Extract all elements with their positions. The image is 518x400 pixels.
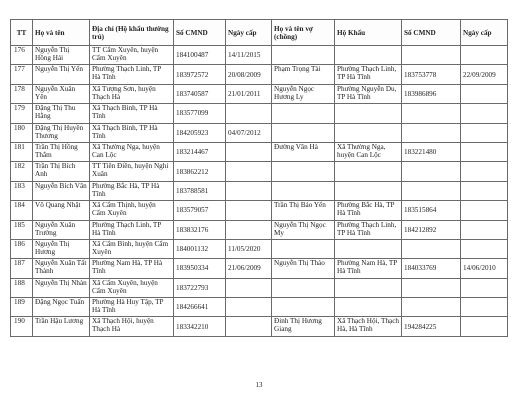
cell-spouse-cmnd <box>402 181 461 200</box>
cell-household: Xã Thường Nga, huyện Can Lộc <box>335 142 402 161</box>
cell-spouse-cmnd: 184033769 <box>402 259 461 278</box>
cell-household <box>335 162 402 181</box>
cell-issued-date: 14/11/2015 <box>226 46 272 65</box>
header-cmnd: Số CMND <box>174 20 226 46</box>
cell-household <box>335 123 402 142</box>
cell-issued-date <box>226 162 272 181</box>
cell-name: Nguyễn Xuân Trường <box>33 220 90 239</box>
cell-address: TT Cẩm Xuyên, huyện Cẩm Xuyên <box>90 46 174 65</box>
cell-spouse-cmnd <box>402 123 461 142</box>
cell-spouse <box>272 123 335 142</box>
cell-cmnd: 183862212 <box>174 162 226 181</box>
cell-address: Xã Cẩm Xuyên, huyện Cẩm Xuyên <box>90 278 174 297</box>
cell-cmnd: 183579057 <box>174 201 226 220</box>
cell-spouse: Trần Thị Bảo Yến <box>272 201 335 220</box>
cell-household: Phường Nguyễn Du, TP Hà Tĩnh <box>335 84 402 103</box>
cell-tt: 180 <box>11 123 33 142</box>
cell-address: Xã Thạch Bình, TP Hà Tĩnh <box>90 123 174 142</box>
cell-name: Trần Hậu Lương <box>33 317 90 336</box>
cell-tt: 187 <box>11 259 33 278</box>
cell-name: Nguyễn Xuân Tất Thành <box>33 259 90 278</box>
table-body <box>11 46 508 337</box>
cell-spouse: Nguyễn Thị Thảo <box>272 259 335 278</box>
cell-tt: 186 <box>11 239 33 258</box>
cell-household <box>335 104 402 123</box>
cell-tt: 179 <box>11 104 33 123</box>
cell-issued-date <box>226 201 272 220</box>
header-address: Địa chỉ (Hộ khẩu thường trú) <box>90 20 174 46</box>
cell-address: Xã Cẩm Bình, huyện Cẩm Xuyên <box>90 239 174 258</box>
cell-spouse <box>272 162 335 181</box>
page-number: 13 <box>255 381 263 389</box>
cell-spouse: Nguyễn Ngọc Hương Ly <box>272 84 335 103</box>
cell-spouse-issued-date <box>461 220 508 239</box>
cell-cmnd: 184205923 <box>174 123 226 142</box>
cell-spouse <box>272 46 335 65</box>
cell-tt: 184 <box>11 201 33 220</box>
cell-spouse-issued-date <box>461 201 508 220</box>
cell-spouse-cmnd <box>402 239 461 258</box>
cell-household: Phường Bắc Hà, TP Hà Tĩnh <box>335 201 402 220</box>
cell-address: Xã Thường Nga, huyện Can Lộc <box>90 142 174 161</box>
cell-spouse: Đinh Thị Hương Giang <box>272 317 335 336</box>
cell-household: Phường Thạch Linh, TP Hà Tĩnh <box>335 220 402 239</box>
cell-name: Võ Quang Nhật <box>33 201 90 220</box>
cell-household <box>335 181 402 200</box>
cell-cmnd: 183342210 <box>174 317 226 336</box>
beneficiary-table <box>10 19 508 337</box>
cell-spouse-issued-date: 22/09/2009 <box>461 65 508 84</box>
cell-issued-date <box>226 220 272 239</box>
cell-household: Phường Thạch Linh, TP Hà Tĩnh <box>335 65 402 84</box>
cell-spouse: Đường Văn Hà <box>272 142 335 161</box>
cell-spouse-cmnd <box>402 46 461 65</box>
cell-address: Xã Thạch Hội, huyện Thạch Hà <box>90 317 174 336</box>
cell-spouse-issued-date <box>461 181 508 200</box>
cell-spouse-cmnd: 183515864 <box>402 201 461 220</box>
table-row <box>11 104 508 123</box>
cell-spouse-issued-date <box>461 46 508 65</box>
cell-issued-date <box>226 142 272 161</box>
cell-spouse-issued-date <box>461 104 508 123</box>
cell-issued-date: 21/01/2011 <box>226 84 272 103</box>
cell-household <box>335 239 402 258</box>
cell-cmnd: 183950334 <box>174 259 226 278</box>
table-row <box>11 123 508 142</box>
table-row <box>11 181 508 200</box>
header-spouse: Họ và tên vợ (chồng) <box>272 20 335 46</box>
cell-spouse-issued-date <box>461 162 508 181</box>
cell-address: TT Tiên Điền, huyện Nghi Xuân <box>90 162 174 181</box>
cell-name: Nguyễn Thị Hồng Hải <box>33 46 90 65</box>
cell-issued-date <box>226 104 272 123</box>
cell-cmnd: 184001132 <box>174 239 226 258</box>
cell-spouse <box>272 278 335 297</box>
cell-address: Xã Tượng Sơn, huyện Thạch Hà <box>90 84 174 103</box>
cell-name: Nguyễn Xuân Yên <box>33 84 90 103</box>
table-row <box>11 220 508 239</box>
cell-spouse <box>272 239 335 258</box>
table-row <box>11 142 508 161</box>
cell-issued-date <box>226 317 272 336</box>
cell-cmnd: 183832176 <box>174 220 226 239</box>
cell-cmnd: 183972572 <box>174 65 226 84</box>
cell-tt: 183 <box>11 181 33 200</box>
cell-tt: 177 <box>11 65 33 84</box>
cell-tt: 178 <box>11 84 33 103</box>
cell-spouse-issued-date <box>461 142 508 161</box>
cell-name: Trần Thị Bích Anh <box>33 162 90 181</box>
cell-household <box>335 46 402 65</box>
table-row <box>11 239 508 258</box>
cell-name: Đặng Thị Thu Hằng <box>33 104 90 123</box>
cell-spouse-cmnd <box>402 162 461 181</box>
table-row <box>11 84 508 103</box>
cell-issued-date <box>226 278 272 297</box>
table-header-row <box>11 20 508 46</box>
table-row <box>11 317 508 336</box>
cell-spouse-cmnd <box>402 278 461 297</box>
cell-spouse <box>272 298 335 317</box>
cell-tt: 176 <box>11 46 33 65</box>
cell-address: Xã Thạch Bình, TP Hà Tĩnh <box>90 104 174 123</box>
cell-tt: 188 <box>11 278 33 297</box>
cell-spouse <box>272 104 335 123</box>
cell-household: Phường Nam Hà, TP Hà Tĩnh <box>335 259 402 278</box>
cell-cmnd: 183214467 <box>174 142 226 161</box>
cell-name: Nguyễn Thị Hương <box>33 239 90 258</box>
cell-address: Phường Hà Huy Tập, TP Hà Tĩnh <box>90 298 174 317</box>
table-row <box>11 201 508 220</box>
cell-tt: 189 <box>11 298 33 317</box>
cell-name: Nguyễn Thị Nhàn <box>33 278 90 297</box>
cell-name: Đặng Thị Huyền Thương <box>33 123 90 142</box>
cell-household <box>335 298 402 317</box>
cell-name: Nguyễn Thị Yến <box>33 65 90 84</box>
cell-issued-date: 20/08/2009 <box>226 65 272 84</box>
table-row <box>11 162 508 181</box>
cell-cmnd: 184266641 <box>174 298 226 317</box>
cell-spouse-issued-date <box>461 317 508 336</box>
cell-issued-date: 21/06/2009 <box>226 259 272 278</box>
table-row <box>11 65 508 84</box>
cell-spouse-cmnd: 183221480 <box>402 142 461 161</box>
cell-address: Phường Thạch Linh, TP Hà Tĩnh <box>90 65 174 84</box>
cell-issued-date <box>226 181 272 200</box>
header-spouse-cmnd: Số CMND <box>402 20 461 46</box>
table-row <box>11 46 508 65</box>
header-issued-date: Ngày cấp <box>226 20 272 46</box>
cell-tt: 181 <box>11 142 33 161</box>
cell-spouse-issued-date <box>461 123 508 142</box>
cell-name: Nguyễn Bích Vân <box>33 181 90 200</box>
cell-cmnd: 183577099 <box>174 104 226 123</box>
cell-spouse-issued-date <box>461 239 508 258</box>
cell-cmnd: 184100487 <box>174 46 226 65</box>
cell-spouse-issued-date: 14/06/2010 <box>461 259 508 278</box>
cell-issued-date <box>226 298 272 317</box>
cell-issued-date: 04/07/2012 <box>226 123 272 142</box>
cell-spouse-cmnd: 194284225 <box>402 317 461 336</box>
cell-tt: 185 <box>11 220 33 239</box>
cell-issued-date: 11/05/2020 <box>226 239 272 258</box>
table-row <box>11 278 508 297</box>
cell-name: Trần Thị Hồng Thắm <box>33 142 90 161</box>
table-row <box>11 259 508 278</box>
document-table-sheet <box>10 19 507 337</box>
table-row <box>11 298 508 317</box>
cell-spouse <box>272 181 335 200</box>
cell-spouse-cmnd: 183986896 <box>402 84 461 103</box>
cell-household <box>335 278 402 297</box>
cell-spouse-issued-date <box>461 298 508 317</box>
cell-spouse: Nguyễn Thị Ngọc My <box>272 220 335 239</box>
cell-name: Đặng Ngọc Tuấn <box>33 298 90 317</box>
header-name: Họ và tên <box>33 20 90 46</box>
cell-spouse-cmnd <box>402 298 461 317</box>
header-household: Hộ Khẩu <box>335 20 402 46</box>
header-spouse-issued-date: Ngày cấp <box>461 20 508 46</box>
cell-tt: 182 <box>11 162 33 181</box>
cell-household: Xã Thạch Hội, Thạch Hà, Hà Tĩnh <box>335 317 402 336</box>
cell-cmnd: 183740587 <box>174 84 226 103</box>
cell-spouse-cmnd: 183753778 <box>402 65 461 84</box>
cell-address: Phường Bắc Hà, TP Hà Tĩnh <box>90 181 174 200</box>
cell-address: Xã Cẩm Thịnh, huyện Cẩm Xuyên <box>90 201 174 220</box>
cell-spouse-issued-date <box>461 84 508 103</box>
cell-cmnd: 183722793 <box>174 278 226 297</box>
cell-address: Phường Nam Hà, TP Hà Tĩnh <box>90 259 174 278</box>
cell-spouse-cmnd <box>402 104 461 123</box>
cell-address: Phường Thạch Linh, TP Hà Tĩnh <box>90 220 174 239</box>
cell-spouse-cmnd: 184212892 <box>402 220 461 239</box>
cell-spouse: Phạm Trọng Tài <box>272 65 335 84</box>
cell-tt: 190 <box>11 317 33 336</box>
cell-spouse-issued-date <box>461 278 508 297</box>
header-tt: TT <box>11 20 33 46</box>
cell-cmnd: 183788581 <box>174 181 226 200</box>
